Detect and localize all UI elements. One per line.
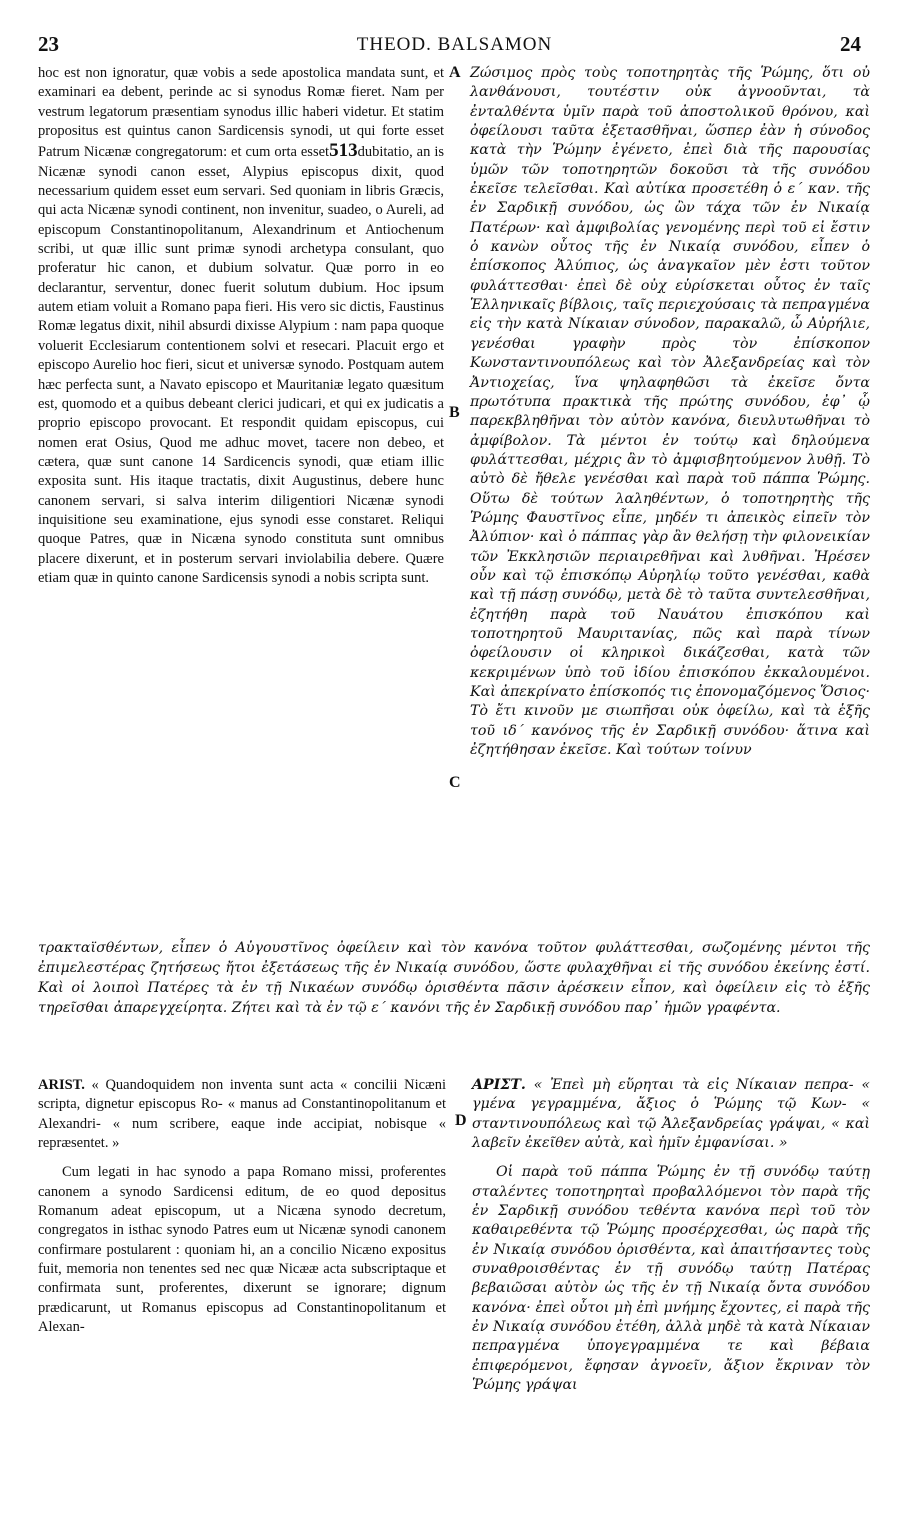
greek-column-bottom — [472, 1076, 870, 1396]
greek-column-top — [470, 64, 870, 760]
greek-full-width-block — [38, 938, 870, 1018]
arist-greek-commentary: Οἱ παρὰ τοῦ πάππα Ῥώμης ἐν τῇ συνόδῳ ταύτῃ σταλέντες τοποτηρηταὶ προβαλλόμενοι τὸν παρὰ τῆς ἐν Σαρδικῇ συνόδου τεθέντα κανόνα περὶ τοῦ τὸν καθαιρεθέντα τῷ Ῥώμης προσέρχεσθαι, ὡς παρὰ τῆς ἐν Νικαίᾳ συνόδου ὁρισθέντα, καὶ ἀπαιτήσαντες τοὺς συναθροισθέντας ἐν τῇ συνόδῳ ταύτῃ Πατέρας βεβαιῶσαι αὐτὸν ὡς τῆς ἐν τῇ Νικαίᾳ ὄντα συνόδου κανόνα· ἐπεὶ οὗτοι μὴ ἐπὶ μνήμης ἔχοντες, εἰ παρὰ τῆς ἐν Νικαίᾳ συνόδου ἐτέθη, ἀλλὰ μηδὲ τὰ κατὰ Νίκαιαν πεπραγμένα ὑπογεγραμμένα τε καὶ βέβαια ἐπιφερόμενοι, ἔφησαν ἀγνοεῖν, ἄξιον ἔκριναν τὸν Ῥώμης γράψαι — [472, 1164, 870, 1394]
greek-paragraph: Ζώσιμος πρὸς τοὺς τοποτηρητὰς τῆς Ῥώμης, ὅτι οὐ λανθάνουσι, τουτέστιν οὐκ ἀγνοοῦνται, τὰ ἐνταλθέντα ὑμῖν παρὰ τοῦ ἀποστολικοῦ θρόνου, καὶ ὀφείλουσι ταῦτα ἐξετασθῆναι, ὥσπερ ἐὰν ἡ σύνοδος κατὰ τὴν Ῥώμην ἐγένετο, ἐπεὶ διὰ τῆς παρουσίας ὑμῶν τῶν τοποτηρητῶν δοκοῦσι τὰ τῆς συνόδου ἐκεῖσε τελεῖσθαι. Καὶ αὐτίκα προσετέθη ὁ ε΄ καν. τῆς ἐν Σαρδικῇ συνόδου, ὡς ὢν τάχα τῶν ἐν Νικαίᾳ Πατέρων· καὶ ἀμφιβολίας γενομένης περὶ τοῦ εἰ ἔστιν ὁ κανὼν οὗτος τῆς ἐν Νικαίᾳ συνόδου, εἶπεν ὁ ἐπίσκοπος Ἀλύπιος, ὡς ἀναγκαῖον μὲν ἐστι τοῦτον φυλάττεσθαι· ἐπεὶ δὲ οὐχ εὑρίσκεται οὗτος ἐν ταῖς Ἑλληνικαῖς βίβλοις, ταῖς περιεχούσαις τὰ πεπραγμένα εἰς τὴν κατὰ Νίκαιαν σύνοδον, παρακαλῶ, ὦ Αὐρήλιε, γενέσθαι γραφὴν πρὸς τὸν ἐπίσκοπον Κωνσταντινουπόλεως καὶ τὸν Ἀλεξανδρείας καὶ τὸν Ἀντιοχείας, ἵνα ψηλαφηθῶσι τὰ ἐκεῖσε ὄντα πρωτότυπα πρακτικὰ τῆς πρώτης συνόδου, ἐφ᾽ ᾧ παρεκβληθῆναι τὸν αὐτὸν κανόνα, διευλυτωθῆναι τὸ ἀμφίβολον. Τὰ μέντοι ἐν τούτῳ καὶ δηλούμενα φυλάττεσθαι, μέχρις ἂν τὸ ἀμφισβητούμενον λυθῇ. Τὸ αὐτὸ δὲ ἤθελε γενέσθαι καὶ παρὰ τοῦ πάππα Ῥώμης. Οὕτω δὲ τούτων λαληθέντων, ὁ τοποτηρητὴς τῆς Ῥώμης Φαυστῖνος εἶπε, μηδέν τι ἀπεικὸς εἰπεῖν τὸν Ἀλύπιον· καὶ ὁ πάππας γὰρ ἂν θελήσῃ τὴν φιλονεικίαν τῶν Ἐκκλησιῶν περιαιρεθῆναι καὶ λυθῆναι. Ἠρέσεν οὖν καὶ τῷ ἐπισκόπῳ Αὐρηλίῳ τοῦτο γενέσθαι, καθὰ καὶ τῇ πάσῃ συνόδῳ, μετὰ δὲ τὸ ταῦτα συντελεσθῆναι, ἐζητήθη παρὰ τοῦ Ναυάτου ἐπισκόπου καὶ τοποτηρητοῦ Μαυριτανίας, πῶς καὶ παρὰ τίνων ὀφείλουσιν οἱ κληρικοὶ δικάζεσθαι, κατὰ τῶν κεκριμένων ὑπὸ τοῦ ἰδίου ἐπισκόπου ἐκκαλουμένοι. Καὶ ἀπεκρίνατο ἐπίσκοπός τις ἐπονομαζόμενος Ὅσιος· Τὸ ἔτι κινοῦν με σιωπῆσαι οὐκ ὀφείλω, καὶ τὰ ἑξῆς τοῦ ιδ΄ κανόνος τῆς ἐν Σαρδικῇ συνόδου· ἅτινα καὶ ἐζητήθησαν ἐκεῖσε. Καὶ τούτων τοίνυν — [470, 65, 870, 759]
arist-siglum-latin: ARIST. — [38, 1077, 85, 1093]
latin-paragraph: hoc est non ignoratur, quæ vobis a sede apostolica mandata sunt, et examinari ea debent, perinde ac si synodus Romæ fieret. Nam per vestrum legatorum præsentiam synodus illic haberi videtur. Et statim propositus est quintus canon Sardicensis synodi, ut qui forte esset Patrum Nicænæ congregatorum: et cum orta esset513dubitatio, an is Nicænæ synodi canon esset, Alypius episcopus dixit, quod necessarium quidem esset eum servari. Sed quoniam in libris Græcis, qui acta Nicænæ synodi continent, non invenitur, suadeo, o Aureli, ad episcopum Constantinopolitanum, Alexandrinum et Antiochenum scribi, ut quæ illic sunt primæ synodi archetypa consulant, quo proferatur hic canon, et dubium solvatur. Quæ porro in eo declarantur, serventur, donec fuerit solutum dubium. Hoc ipsum autem etiam voluit a Romano papa fieri. His vero sic dictis, Faustinus Romæ legatus dixit, nihil absurdi dixisse Alypium : nam papa quoque voluerit Ecclesiarum contentionem solvi et resecari. Placuit ergo et episcopo Aurelio hoc fieri, sicut et universæ synodo. Postquam autem hæc perfecta sunt, a Navato episcopo et Mauritaniæ legato quæsitum est, quomodo et a quibus debeant clerici judicari, et qui ex judicatis a proprio episcopo provocant. Et respondit quidam episcopus, cui nomen erat Osius, Quod me adhuc movet, tacere non debeo, et cætera, quæ sunt canone 14 Sardicencis synodi, quæ etiam illic exposita sunt. His itaque tractatis, dixit Augustinus, debere hunc canonem servari, si salva interim diligentiori Nicænæ synodi inquisitione seu examinatione, ejus synodi esse constaret. Reliqui quoque Patres, quæ in Nicæna synodo constituta sunt omnibus placere dixerunt, et in posterum servari inviolabilia debere. Quære etiam quæ in quinto canone Sardicensis synodi a nobis scripta sunt. — [38, 65, 444, 586]
margin-marker-d: D — [455, 1112, 467, 1129]
arist-siglum-greek: ΑΡΙΣΤ. — [472, 1077, 526, 1093]
column-number: 513 — [329, 140, 358, 162]
running-header — [0, 32, 909, 60]
margin-marker-c: C — [449, 774, 461, 791]
arist-greek-quote: ΑΡΙΣΤ. « Ἐπεὶ μὴ εὕρηται τὰ εἰς Νίκαιαν πεπρα- « γμένα γεγραμμένα, ἄξιος ὁ Ῥώμης τῷ Κων- « σταντινουπόλεως καὶ τῷ Ἀλεξανδρείας γράψαι, « καὶ λαβεῖν ἐκεῖθεν αὐτὰ, καὶ ἡμῖν ἐμφανίσαι. » — [472, 1077, 870, 1152]
margin-marker-b: B — [449, 404, 460, 421]
arist-latin-quote: ARIST. « Quandoquidem non inventa sunt acta « concilii Nicæni scripta, dignetur episcopus Ro- « manus ad Constantinopolitanum et Alexandri- « num scribere, eaque inde accipiat, nobisque « repræsentet. » — [38, 1077, 446, 1152]
greek-continuation: τρακταϊσθέντων, εἶπεν ὁ Αὐγουστῖνος ὀφείλειν καὶ τὸν κανόνα τοῦτον φυλάττεσθαι, σωζομένης μέντοι τῆς ἐπιμελεστέρας ζητήσεως ἤτοι ἐξετάσεως τῆς ἐν Νικαίᾳ συνόδου, ὥστε φυλαχθῆναι εἰ τῆς συνόδου ἐκείνης ἐστί. Καὶ οἱ λοιποὶ Πατέρες τὰ ἐν τῇ Νικαέων συνόδῳ ὁρισθέντα πᾶσιν ἀρέσκειν εἶπον, καὶ ὀφείλειν εἰς τὸ ἑξῆς τηρεῖσθαι ἀπαρεγχείρητα. Ζήτει καὶ τὰ ἐν τῷ ε΄ κανόνι τῆς ἐν Σαρδικῇ συνόδου παρ᾽ ἡμῶν γραφέντα. — [38, 940, 870, 1016]
latin-column-bottom — [38, 1076, 446, 1337]
running-title: THEOD. BALSAMON — [356, 34, 553, 55]
page-number-left: 23 — [38, 32, 59, 56]
page-number-right: 24 — [840, 32, 861, 56]
arist-latin-commentary: Cum legati in hac synodo a papa Romano missi, proferentes canonem a synodo Sardicensi editum, de eo quod depositus Romanum adeat episcopum, ut a Nicæna synodo decretum, congregatos in isthac synodo Patres eum ut Nicænæ synodi canonem confirmare postularent : quoniam hi, an a concilio Nicæno expositus fuit, memoria non tenentes sed nec quæ Nicææ acta subscriptaque et confirmata sunt, proferentes, dixerunt se ignorare; dignum prædicarunt, ut Romanus episcopus ad Constantinopolitanum et Alexan- — [38, 1164, 446, 1336]
latin-column-top — [38, 64, 444, 588]
margin-marker-a: A — [449, 64, 461, 81]
